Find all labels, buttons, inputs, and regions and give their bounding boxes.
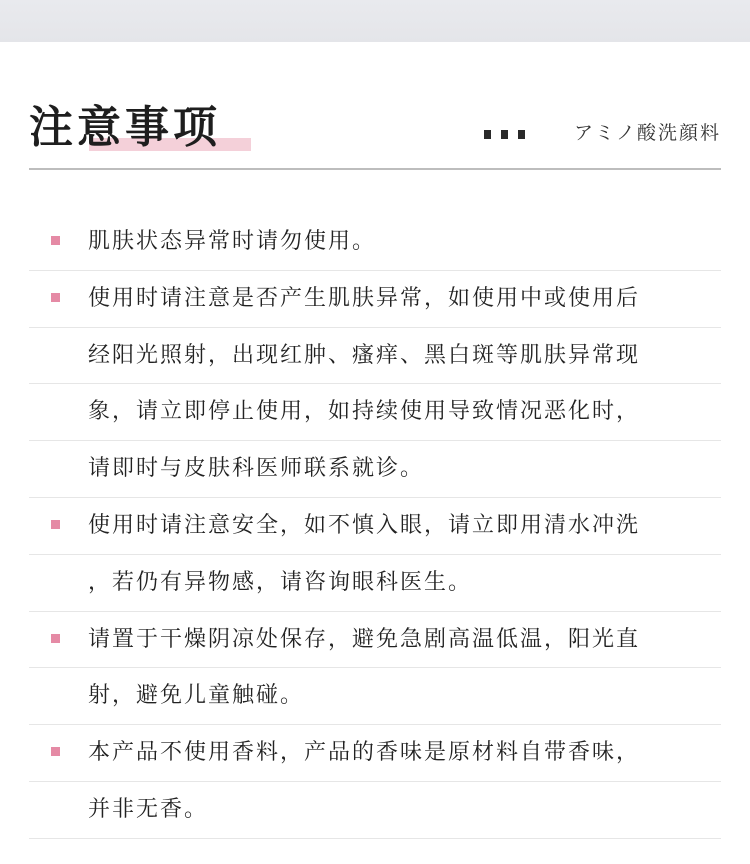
note-text: 象，请立即停止使用，如持续使用导致情况恶化时， (88, 399, 641, 425)
note-text: 并非无香。 (88, 796, 209, 822)
note-line (29, 214, 721, 271)
note-text: 使用时请注意是否产生肌肤异常，如使用中或使用后 (88, 285, 641, 311)
bullet-icon (51, 747, 60, 756)
note-text: 经阳光照射，出现红肿、瘙痒、黑白斑等肌肤异常现 (88, 342, 641, 368)
note-line (29, 384, 721, 441)
note-text: 请即时与皮肤科医师联系就诊。 (88, 456, 425, 482)
page-title: 注意事项 (29, 102, 221, 153)
note-line (29, 668, 721, 725)
note-text: ，若仍有异物感，请咨询眼科医生。 (88, 569, 473, 595)
dot (484, 130, 491, 139)
title-wrap (29, 100, 221, 156)
bullet-icon (51, 520, 60, 529)
dots-decoration (484, 130, 544, 140)
notes-list (29, 214, 721, 839)
note-text: 请置于干燥阴凉处保存，避免急剧高温低温，阳光直 (88, 626, 641, 652)
note-text: 本产品不使用香料，产品的香味是原材料自带香味， (88, 740, 641, 766)
bullet-icon (51, 236, 60, 245)
dot (501, 130, 508, 139)
note-text: 使用时请注意安全，如不慎入眼，请立即用清水冲洗 (88, 512, 641, 538)
note-text: 射，避免儿童触碰。 (88, 683, 305, 709)
top-band (0, 0, 750, 42)
bullet-icon (51, 634, 60, 643)
section-header (29, 92, 721, 170)
product-subtitle: アミノ酸洗顔料 (573, 122, 721, 144)
note-line (29, 555, 721, 612)
dot (518, 130, 525, 139)
note-line (29, 498, 721, 555)
note-line (29, 612, 721, 669)
note-line (29, 271, 721, 328)
note-line (29, 725, 721, 782)
bullet-icon (51, 293, 60, 302)
note-line (29, 782, 721, 839)
note-line (29, 328, 721, 385)
note-line (29, 441, 721, 498)
note-text: 肌肤状态异常时请勿使用。 (88, 229, 377, 254)
